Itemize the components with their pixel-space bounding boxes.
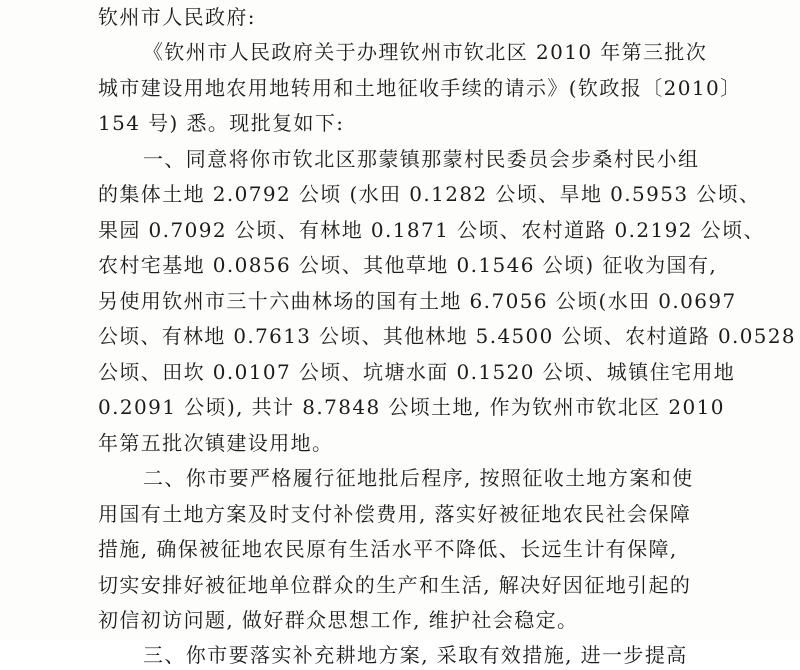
salutation: 钦州市人民政府: xyxy=(98,5,256,29)
paragraph1-line2: 城市建设用地农用地转用和土地征收手续的请示》(钦政报〔2010〕 xyxy=(98,76,742,100)
paragraph2-line4: 农村宅基地 0.0856 公顷、其他草地 0.1546 公顷) 征收为国有, xyxy=(98,253,718,277)
paragraph2-line5: 另使用钦州市三十六曲林场的国有土地 6.7056 公顷(水田 0.0697 xyxy=(98,289,737,313)
paragraph3-line5: 初信初访问题, 做好群众思想工作, 维护社会稳定。 xyxy=(98,608,579,632)
paragraph2-line9: 年第五批次镇建设用地。 xyxy=(98,431,334,455)
paragraph2-line6: 公顷、有林地 0.7613 公顷、其他林地 5.4500 公顷、农村道路 0.0528 xyxy=(98,324,796,348)
paragraph3-line2: 用国有土地方案及时支付补偿费用, 落实好被征地农民社会保障 xyxy=(98,502,692,526)
paragraph1-line3: 154 号) 悉。现批复如下: xyxy=(98,111,345,135)
paragraph2-line2: 的集体土地 2.0792 公顷 (水田 0.1282 公顷、旱地 0.5953 公顷、 xyxy=(98,182,761,206)
paragraph4-line1: 三、你市要落实补充耕地方案, 采取有效措施, 进一步提高 xyxy=(143,643,688,667)
paragraph3-line3: 措施, 确保被征地农民原有生活水平不降低、长远生计有保障, xyxy=(98,537,678,561)
paragraph3-line4: 切实安排好被征地单位群众的生产和生活, 解决好因征地引起的 xyxy=(98,573,692,597)
paragraph2-line7: 公顷、田坎 0.0107 公顷、坑塘水面 0.1520 公顷、城镇住宅用地 xyxy=(98,360,736,384)
paragraph1-line1: 《钦州市人民政府关于办理钦州市钦北区 2010 年第三批次 xyxy=(143,40,708,64)
paragraph3-line1: 二、你市要严格履行征地批后程序, 按照征收土地方案和使 xyxy=(143,466,694,490)
paragraph2-line8: 0.2091 公顷), 共计 8.7848 公顷土地, 作为钦州市钦北区 2010 xyxy=(98,395,725,419)
paragraph2-line1: 一、同意将你市钦北区那蒙镇那蒙村民委员会步桑村民小组 xyxy=(143,147,700,171)
paragraph2-line3: 果园 0.7092 公顷、有林地 0.1871 公顷、农村道路 0.2192 公顷、 xyxy=(98,218,765,242)
